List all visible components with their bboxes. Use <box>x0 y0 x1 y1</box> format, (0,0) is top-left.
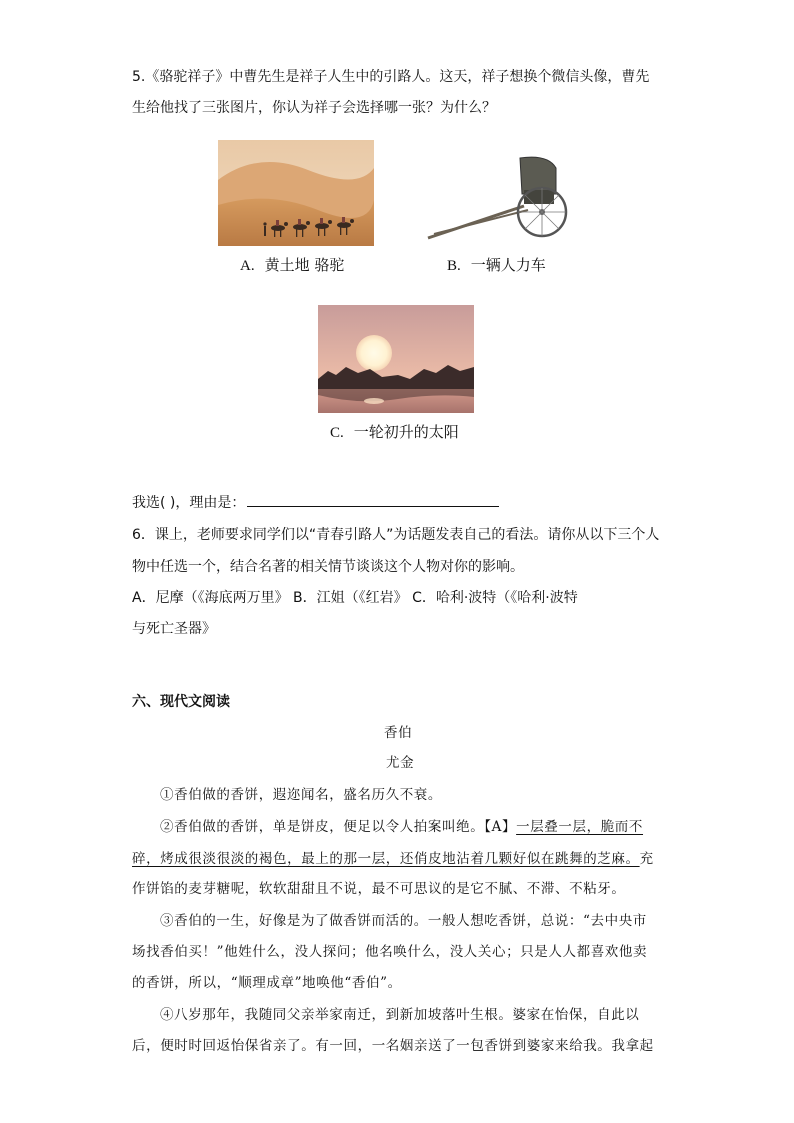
q5-line2: 生给他找了三张图片，你认为祥子会选择哪一张？为什么？ <box>132 100 496 116</box>
option-b-caption <box>447 254 546 275</box>
paragraph-2-line3: 作饼馅的麦芽糖呢，软软甜甜且不说，最不可思议的是它不腻、不滞、不粘牙。 <box>132 881 626 897</box>
paragraph-2-continue: 充 <box>639 851 654 867</box>
q6-line1: 6．课上，老师要求同学们以“青春引路人”为话题发表自己的看法。请你从以下三个人 <box>132 527 660 543</box>
sunrise-image <box>318 305 474 413</box>
paragraph-2-line1 <box>160 816 643 838</box>
paragraph-3-line2: 场找香伯买！”他姓什么，没人探问；他名唤什么，没人关心；只是人人都喜欢他卖 <box>132 944 648 960</box>
q6-line2: 物中任选一个，结合名著的相关情节谈谈这个人物对你的影响。 <box>132 559 524 575</box>
paragraph-1: ①香伯做的香饼，遐迩闻名，盛名历久不衰。 <box>160 787 442 803</box>
article-title: 香伯 <box>384 725 413 741</box>
option-a-letter: A. <box>240 258 255 274</box>
q5-answer-prefix: 我选( )，理由是： <box>132 495 246 511</box>
q5-answer-line[interactable] <box>132 492 499 514</box>
underlined-passage-b: 碎，烤成很淡很淡的褐色，最上的那一层，还俏皮地沾着几颗好似在跳舞的芝麻。 <box>132 851 640 867</box>
paragraph-4-line1: ④八岁那年，我随同父亲举家南迁，到新加坡落叶生根。婆家在怡保，自此以 <box>160 1007 640 1023</box>
q5-reason-blank[interactable] <box>247 492 499 507</box>
section-heading: 六、现代文阅读 <box>132 694 230 710</box>
option-b-letter: B. <box>447 258 461 274</box>
option-a-text: 黄土地 骆驼 <box>264 256 345 274</box>
paragraph-3-line1: ③香伯的一生，好像是为了做香饼而活的。一般人想吃香饼，总说：“去中央市 <box>160 913 647 929</box>
option-c-caption <box>330 421 459 442</box>
q6-line4: 与死亡圣器》 <box>132 621 216 637</box>
q5-line1: 5.《骆驼祥子》中曹先生是祥子人生中的引路人。这天，祥子想换个微信头像，曹先 <box>132 69 650 85</box>
option-a-caption <box>240 254 344 275</box>
paragraph-4-line2: 后，便时时回返怡保省亲了。有一回，一名姻亲送了一包香饼到婆家来给我。我拿起 <box>132 1038 654 1054</box>
option-b-text: 一辆人力车 <box>470 256 546 274</box>
underlined-passage-a: 一层叠一层，脆而不 <box>516 819 644 835</box>
option-c-text: 一轮初升的太阳 <box>353 423 459 441</box>
q6-line3: A．尼摩（《海底两万里》 B．江姐（《红岩》 C．哈利·波特（《哈利·波特 <box>132 590 578 606</box>
rickshaw-image <box>424 150 572 244</box>
option-c-letter: C. <box>330 425 344 441</box>
article-author: 尤金 <box>386 755 415 771</box>
desert-camel-image <box>218 140 374 246</box>
paragraph-2-line2 <box>132 848 654 870</box>
paragraph-3-line3: 的香饼，所以，“顺理成章”地唤他“香伯”。 <box>132 975 402 991</box>
paragraph-2-start: ②香伯做的香饼，单是饼皮，便足以令人拍案叫绝。【A】 <box>160 819 517 835</box>
